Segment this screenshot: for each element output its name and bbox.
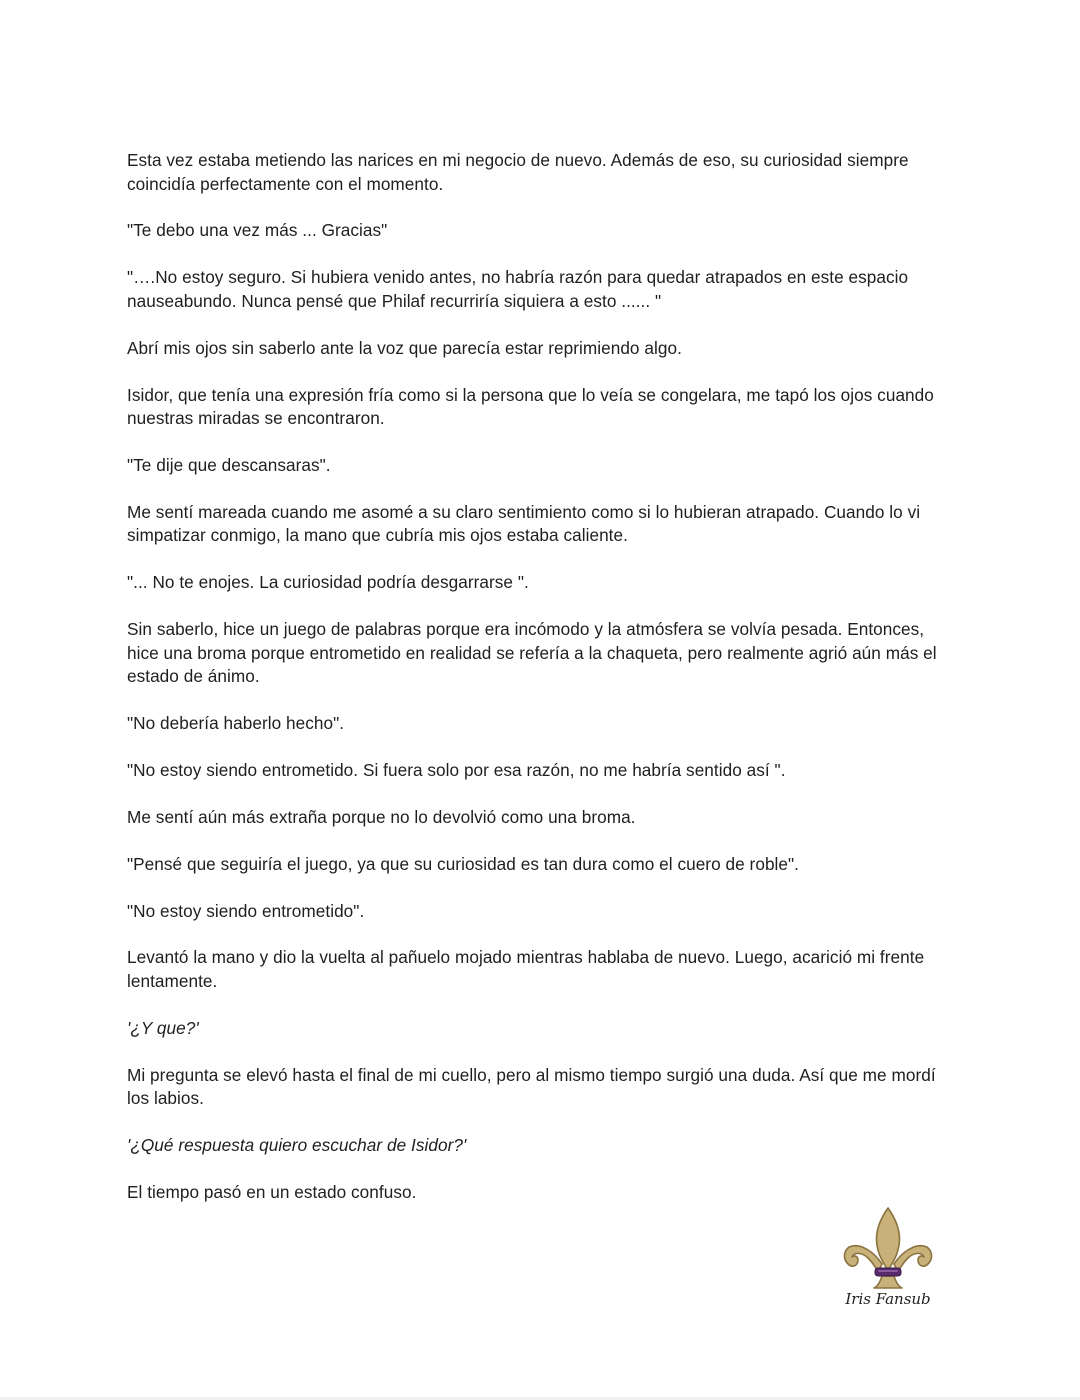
paragraph: "….No estoy seguro. Si hubiera venido antes, no habría razón para quedar atrapados en este espacio nauseabundo. Nunca pensé que Philaf recurriría siquiera a esto ...... " bbox=[127, 267, 909, 311]
paragraph: Me sentí aún más extraña porque no lo devolvió como una broma. bbox=[127, 806, 636, 827]
paragraph: "Pensé que seguiría el juego, ya que su curiosidad es tan dura como el cuero de roble". bbox=[127, 853, 800, 874]
watermark-logo bbox=[838, 1206, 938, 1318]
paragraph: "No estoy siendo entrometido. Si fuera solo por esa razón, no me habría sentido así ". bbox=[127, 759, 786, 780]
paragraph: "No debería haberlo hecho". bbox=[127, 713, 345, 734]
document-body bbox=[127, 149, 957, 1228]
paragraph: Mi pregunta se elevó hasta el final de mi cuello, pero al mismo tiempo surgió una duda. Así que me mordí los labios. bbox=[127, 1064, 936, 1109]
paragraph: Levantó la mano y dio la vuelta al pañuelo mojado mientras hablaba de nuevo. Luego, acarició mi frente lentamente. bbox=[127, 947, 925, 991]
paragraph: "No estoy siendo entrometido". bbox=[127, 900, 365, 921]
paragraph: Sin saberlo, hice un juego de palabras porque era incómodo y la atmósfera se volvía pesada. Entonces, hice una broma porque entrometido en realidad se refería a la chaqueta, pero realmente agrió aún más el estado de ánimo. bbox=[127, 619, 937, 687]
paragraph: El tiempo pasó en un estado confuso. bbox=[127, 1182, 417, 1203]
watermark-caption: Iris Fansub bbox=[845, 1290, 931, 1308]
paragraph: "Te dije que descansaras". bbox=[127, 454, 331, 475]
paragraph: Me sentí mareada cuando me asomé a su claro sentimiento como si lo hubieran atrapado. Cuando lo vi simpatizar conmigo, la mano que cubría mis ojos estaba caliente. bbox=[127, 501, 921, 546]
paragraph: Abrí mis ojos sin saberlo ante la voz que parecía estar reprimiendo algo. bbox=[127, 337, 682, 358]
fleur-de-lis-icon bbox=[838, 1206, 938, 1290]
paragraph: "Te debo una vez más ... Gracias" bbox=[127, 220, 388, 241]
paragraph: "... No te enojes. La curiosidad podría desgarrarse ". bbox=[127, 572, 529, 593]
paragraph: Esta vez estaba metiendo las narices en mi negocio de nuevo. Además de eso, su curiosidad siempre coincidía perfectamente con el momento. bbox=[127, 150, 909, 194]
paragraph-italic: '¿Y que?' bbox=[127, 1017, 199, 1038]
paragraph: Isidor, que tenía una expresión fría como si la persona que lo veía se congelara, me tapó los ojos cuando nuestras miradas se encontraron. bbox=[127, 384, 934, 429]
paragraph-italic: '¿Qué respuesta quiero escuchar de Isidor?' bbox=[127, 1135, 467, 1156]
